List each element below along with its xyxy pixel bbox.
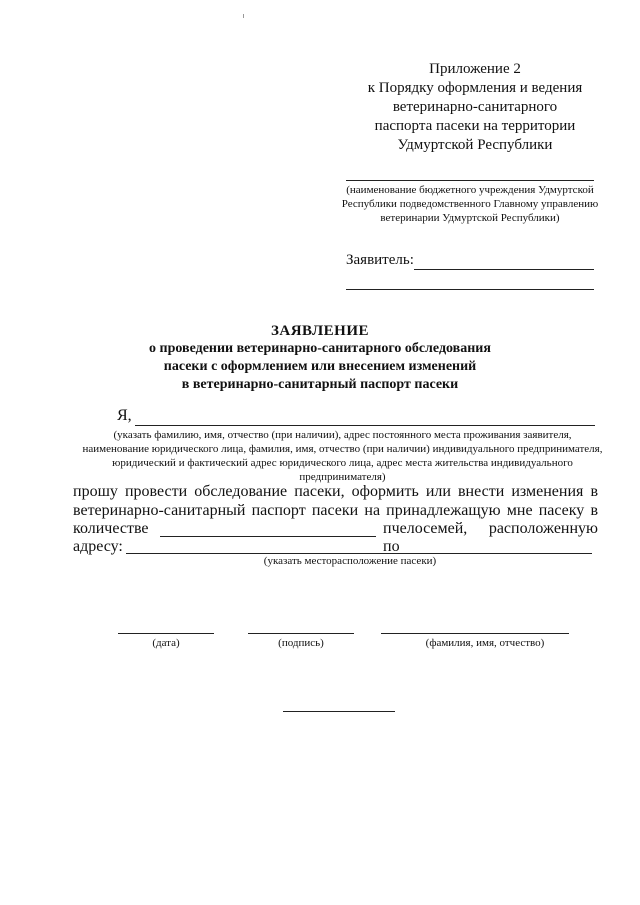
bottom-separator (283, 711, 395, 712)
quantity-suffix: пчелосемей, расположенную по (383, 520, 598, 555)
title-line: в ветеринарно-санитарный паспорт пасеки (181, 377, 459, 392)
appendix-header (330, 60, 620, 155)
organization-line[interactable] (346, 180, 594, 181)
appendix-line: Удмуртской Республики (397, 137, 553, 153)
applicant-line-2[interactable] (346, 289, 594, 290)
title-line: пасеки с оформлением или внесением изменений (163, 359, 477, 374)
document-title (60, 322, 580, 394)
appendix-line: Приложение 2 (429, 61, 521, 77)
full-name-line[interactable] (381, 633, 569, 634)
apiary-caption: (указать месторасположение пасеки) (263, 555, 437, 567)
appendix-line: паспорта пасеки на территории (374, 118, 576, 134)
appendix-line: ветеринарно-санитарного (392, 99, 558, 115)
applicant-label: Заявитель: (346, 252, 414, 268)
request-line-1: прошу провести обследование пасеки, оформить или внести изменения в (73, 483, 598, 500)
request-line-2: ветеринарно-санитарный паспорт пасеки на принадлежащую мне пасеку в (73, 502, 598, 519)
person-caption: (указать фамилию, имя, отчество (при наличии), адрес постоянного места проживания заявителя, наименование юридического лица, фамилия, имя, отчество (при наличии) индивидуального предпринимателя, юридический и фактический адрес юридического лица, адрес места жительства индивидуального предпринимателя) (82, 429, 603, 483)
title-line: о проведении ветеринарно-санитарного обследования (149, 341, 491, 356)
quantity-line[interactable] (160, 536, 376, 537)
request-text (73, 482, 598, 520)
date-caption: (дата) (152, 637, 180, 649)
signature-line[interactable] (248, 633, 354, 634)
signature-caption: (подпись) (278, 637, 324, 649)
scan-mark (243, 14, 244, 18)
date-line[interactable] (118, 633, 214, 634)
applicant-name-line[interactable] (135, 425, 595, 426)
full-name-caption: (фамилия, имя, отчество) (425, 637, 545, 649)
ya-label: Я, (117, 407, 132, 424)
organization-caption: (наименование бюджетного учреждения Удмуртской Республики подведомственного Главному управлению ветеринарии Удмуртской Республики) (341, 184, 599, 224)
applicant-line[interactable] (414, 269, 594, 270)
address-label: адресу: (73, 538, 123, 555)
quantity-label: количестве (73, 520, 149, 537)
appendix-line: к Порядку оформления и ведения (367, 80, 583, 96)
title-main: ЗАЯВЛЕНИЕ (270, 323, 370, 339)
